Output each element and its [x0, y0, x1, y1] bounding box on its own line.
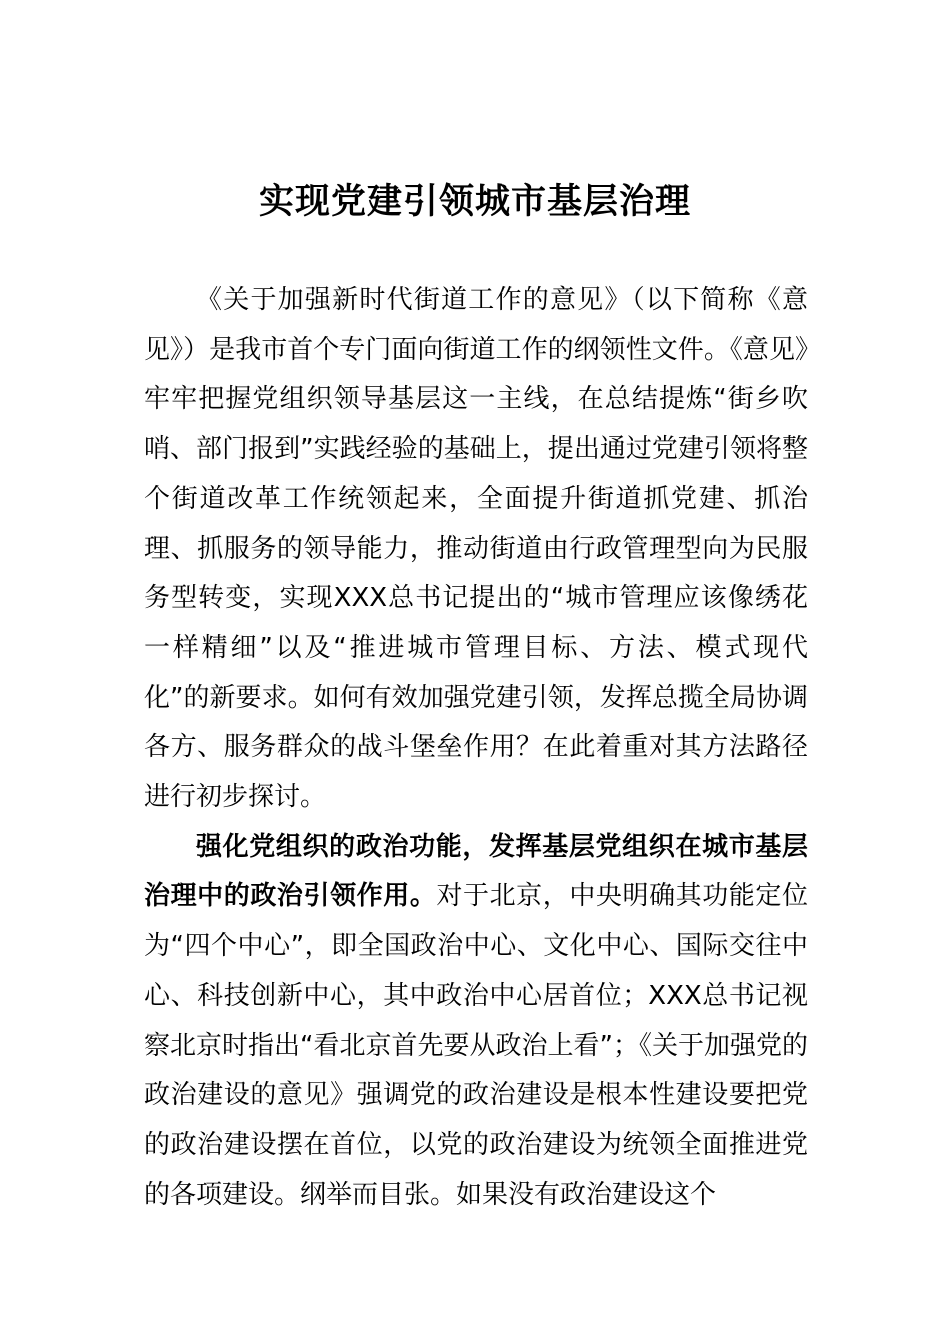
paragraph-heading: 强化党组织的政治功能，发挥基层党组织在城市基层治理中的政治引领作用。 [144, 831, 808, 912]
document-title: 实现党建引领城市基层治理 [258, 182, 691, 222]
paragraph-intro [144, 276, 808, 823]
paragraph-political-function [144, 823, 808, 1221]
document-body [144, 276, 808, 1220]
paragraph-political-function-text: 对于北京，中央明确其功能定位为“四个中心”，即全国政治中心、文化中心、国际交往中心、科技创新中心，其中政治中心居首位；XXX总书记视察北京时指出“看北京首先要从政治上看”；《关于加强党的政治建设的意见》强调党的政治建设是根本性建设要把党的政治建设摆在首位，以党的政治建设为统领全面推进党的各项建设。纲举而目张。如果没有政治建设这个 [144, 881, 808, 1210]
paragraph-intro-text: 《关于加强新时代街道工作的意见》（以下简称《意见》）是我市首个专门面向街道工作的纲领性文件。《意见》牢牢把握党组织领导基层这一主线，在总结提炼“街乡吹哨、部门报到”实践经验的基础上，提出通过党建引领将整个街道改革工作统领起来，全面提升街道抓党建、抓治理、抓服务的领导能力，推动街道由行政管理型向为民服务型转变，实现XXX总书记提出的“城市管理应该像绣花一样精细”以及“推进城市管理目标、方法、模式现代化”的新要求。如何有效加强党建引领，发挥总揽全局协调各方、服务群众的战斗堡垒作用？在此着重对其方法路径进行初步探讨。 [144, 285, 808, 813]
